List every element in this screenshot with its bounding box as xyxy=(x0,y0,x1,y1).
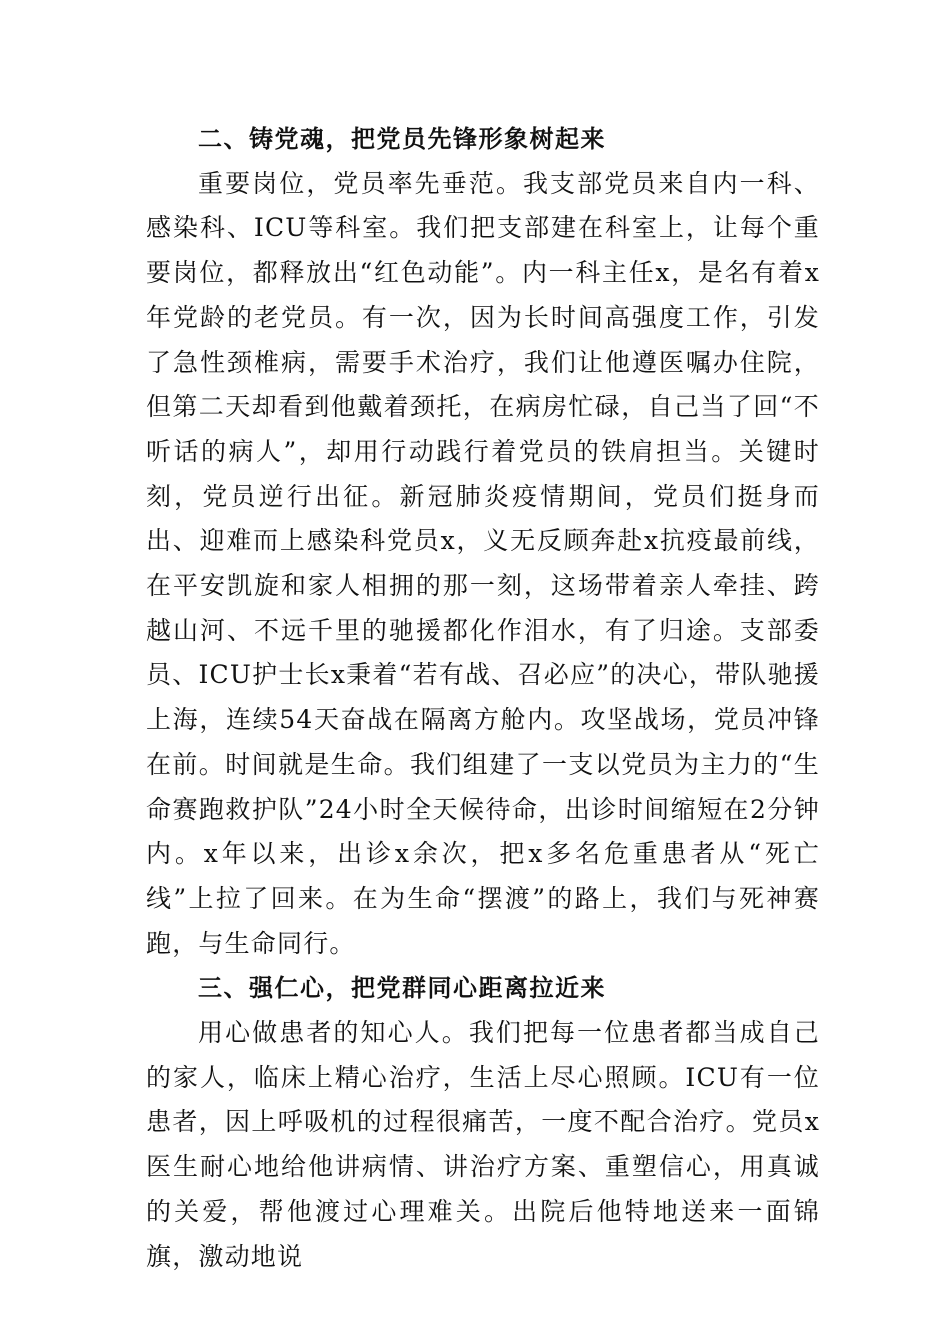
section-heading-3: 三、强仁心，把党群同心距离拉近来 xyxy=(198,974,606,1003)
section-paragraph-3: 用心做患者的知心人。我们把每一位患者都当成自己的家人，临床上精心治疗，生活上尽心照顾。ICU有一位患者，因上呼吸机的过程很痛苦，一度不配合治疗。党员x医生耐心地给他讲病情、讲治疗方案、重塑信心，用真诚的关爱，帮他渡过心理难关。出院后他特地送来一面锦旗，激动地说 xyxy=(146,1018,820,1271)
section-heading-2: 二、铸党魂，把党员先锋形象树起来 xyxy=(198,125,606,153)
document-body xyxy=(146,117,820,1279)
section-paragraph-2: 重要岗位，党员率先垂范。我支部党员来自内一科、感染科、ICU等科室。我们把支部建在科室上，让每个重要岗位，都释放出“红色动能”。内一科主任x，是名有着x年党龄的老党员。有一次，因为长时间高强度工作，引发了急性颈椎病，需要手术治疗，我们让他遵医嘱办住院，但第二天却看到他戴着颈托，在病房忙碌，自己当了回“不听话的病人”，却用行动践行着党员的铁肩担当。关键时刻，党员逆行出征。新冠肺炎疫情期间，党员们挺身而出、迎难而上感染科党员x，义无反顾奔赴x抗疫最前线，在平安凯旋和家人相拥的那一刻，这场带着亲人牵挂、跨越山河、不远千里的驰援都化作泪水，有了归途。支部委员、ICU护士长x秉着“若有战、召必应”的决心，带队驰援上海，连续54天奋战在隔离方舱内。攻坚战场，党员冲锋在前。时间就是生命。我们组建了一支以党员为主力的“生命赛跑救护队”24小时全天候待命，出诊时间缩短在2分钟内。x年以来，出诊x余次，把x多名危重患者从“死亡线”上拉了回来。在为生命“摆渡”的路上，我们与死神赛跑，与生命同行。 xyxy=(146,168,820,958)
